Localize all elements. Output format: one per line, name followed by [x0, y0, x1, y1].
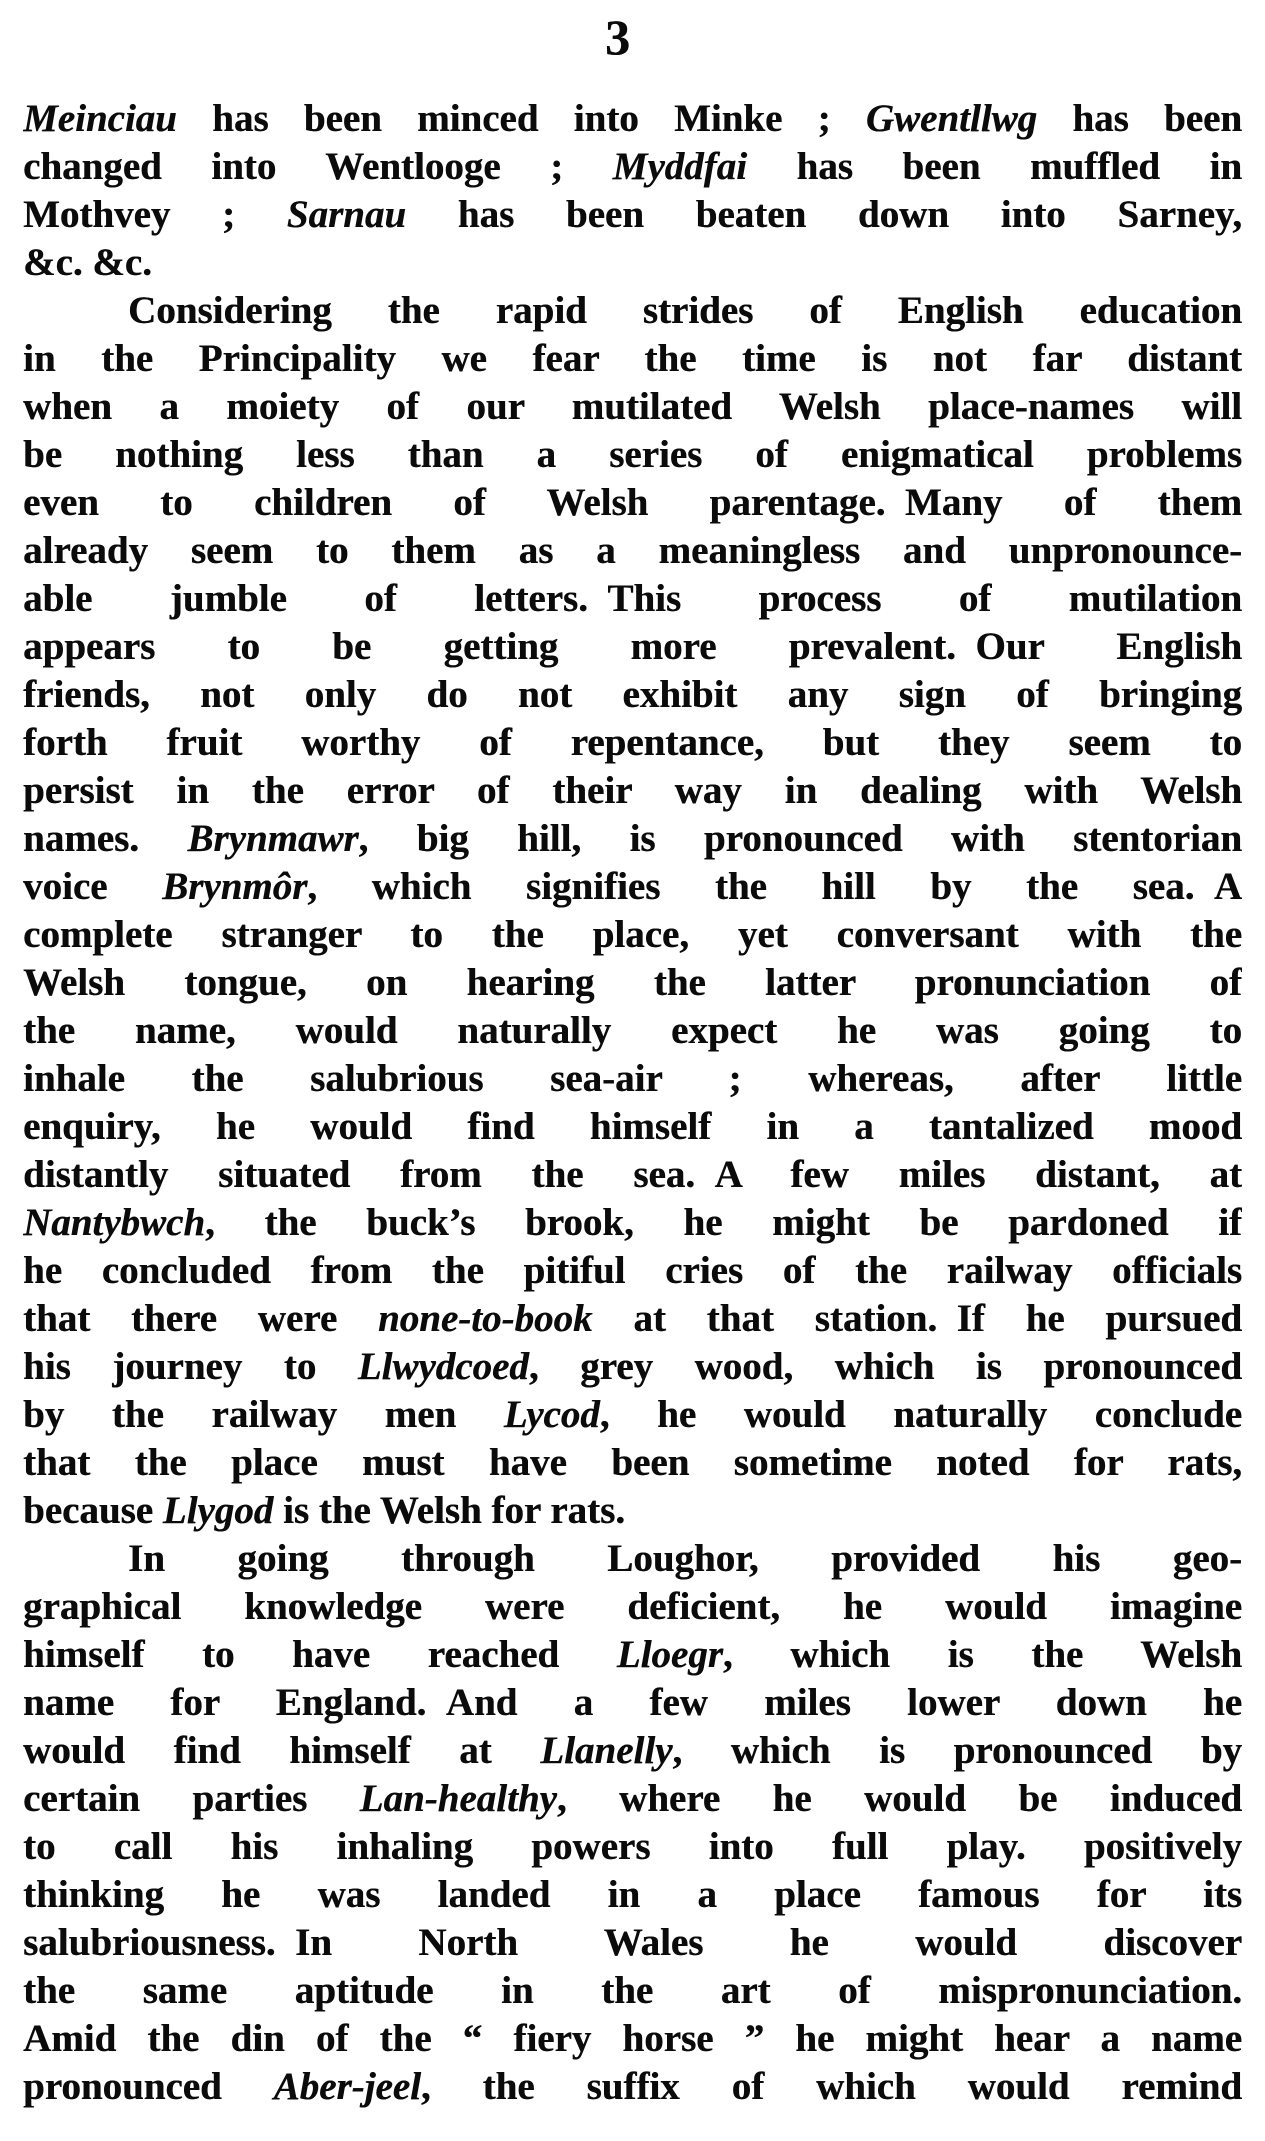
- text-line: [23, 767, 1242, 815]
- text-line: [23, 623, 1242, 671]
- welsh-name-italic: Brynmôr: [162, 865, 308, 908]
- text-segment: voice: [23, 865, 163, 908]
- text-segment: at that station. If he pursued: [592, 1297, 1242, 1340]
- text-segment: that there were: [23, 1297, 378, 1340]
- text-segment: , where he would be induced: [556, 1777, 1242, 1820]
- welsh-name-italic: Lan-healthy: [359, 1777, 557, 1820]
- text-line: [23, 911, 1242, 959]
- text-line: [23, 719, 1242, 767]
- text-segment: that the place must have been sometime noted for rats,: [23, 1441, 1242, 1484]
- text-line: [23, 1871, 1242, 1919]
- page-number: 3: [605, 9, 630, 65]
- text-line: [23, 287, 1242, 335]
- text-segment: has been: [1037, 97, 1242, 140]
- welsh-name-italic: Brynmawr: [187, 817, 359, 860]
- welsh-name-italic: Lloegr: [616, 1633, 723, 1676]
- text-segment: able jumble of letters. This process of mutilation: [23, 577, 1242, 620]
- text-segment: has been muffled in: [746, 145, 1242, 188]
- welsh-name-italic: Lycod: [503, 1393, 600, 1436]
- text-segment: complete stranger to the place, yet conversant with the: [23, 913, 1242, 956]
- text-line: [23, 671, 1242, 719]
- text-segment: himself to have reached: [23, 1633, 617, 1676]
- text-line: [23, 479, 1242, 527]
- text-line: [23, 383, 1242, 431]
- text-segment: he concluded from the pitiful cries of the railway officials: [23, 1249, 1242, 1292]
- text-segment: enquiry, he would find himself in a tantalized mood: [23, 1105, 1242, 1148]
- text-segment: forth fruit worthy of repentance, but they seem to: [23, 721, 1242, 764]
- text-segment: because: [23, 1489, 163, 1532]
- text-segment: even to children of Welsh parentage. Many of them: [23, 481, 1242, 524]
- text-segment: , the buck’s brook, he might be pardoned if: [205, 1201, 1242, 1244]
- text-segment: thinking he was landed in a place famous for its: [23, 1873, 1242, 1916]
- text-line: [23, 143, 1242, 191]
- welsh-name-italic: Nantybwch: [23, 1201, 206, 1244]
- text-line: [23, 1103, 1242, 1151]
- text-line: [23, 1007, 1242, 1055]
- text-line: [23, 959, 1242, 1007]
- text-segment: his journey to: [23, 1345, 358, 1388]
- text-line: [23, 2063, 1242, 2111]
- text-line: [23, 191, 1242, 239]
- text-segment: distantly situated from the sea. A few miles distant, at: [23, 1153, 1242, 1196]
- text-segment: would find himself at: [23, 1729, 541, 1772]
- welsh-name-italic: Meinciau: [23, 97, 177, 140]
- text-segment: in the Principality we fear the time is not far distant: [23, 337, 1242, 380]
- text-segment: is the Welsh for rats.: [273, 1489, 625, 1532]
- text-segment: the same aptitude in the art of mispronunciation.: [23, 1969, 1242, 2012]
- text-segment: friends, not only do not exhibit any sign of bringing: [23, 673, 1242, 716]
- text-line: [23, 1055, 1242, 1103]
- text-line: [23, 1295, 1242, 1343]
- text-segment: pronounced: [23, 2065, 274, 2108]
- text-line: [23, 431, 1242, 479]
- text-segment: the name, would naturally expect he was going to: [23, 1009, 1242, 1052]
- text-segment: certain parties: [23, 1777, 360, 1820]
- text-segment: changed into Wentlooge ;: [23, 145, 613, 188]
- text-segment: when a moiety of our mutilated Welsh place-names will: [23, 385, 1242, 428]
- text-segment: , he would naturally conclude: [599, 1393, 1242, 1436]
- text-line: [23, 1967, 1242, 2015]
- text-segment: , the suffix of which would remind: [420, 2065, 1242, 2108]
- text-segment: name for England. And a few miles lower down he: [23, 1681, 1242, 1724]
- text-line: [23, 1439, 1242, 1487]
- text-segment: Considering the rapid strides of English education: [128, 289, 1242, 332]
- text-segment: appears to be getting more prevalent. Our English: [23, 625, 1242, 668]
- text-segment: to call his inhaling powers into full play. positively: [23, 1825, 1242, 1868]
- text-line: [23, 335, 1242, 383]
- welsh-name-italic: Aber-jeel: [273, 2065, 421, 2108]
- text-line: [23, 1487, 1242, 1535]
- text-segment: has been minced into Minke ;: [176, 97, 866, 140]
- text-line: [23, 815, 1242, 863]
- welsh-name-italic: none-to-book: [377, 1297, 593, 1340]
- text-line: [23, 1583, 1242, 1631]
- text-line: [23, 2015, 1242, 2063]
- text-line: [23, 1343, 1242, 1391]
- text-segment: , which signifies the hill by the sea. A: [307, 865, 1242, 908]
- welsh-name-italic: Llwydcoed: [357, 1345, 529, 1388]
- text-line: [23, 863, 1242, 911]
- text-segment: Mothvey ;: [23, 193, 287, 236]
- text-line: [23, 1919, 1242, 1967]
- text-segment: salubriousness. In North Wales he would discover: [23, 1921, 1242, 1964]
- text-segment: by the railway men: [23, 1393, 504, 1436]
- text-segment: &c. &c.: [23, 241, 152, 284]
- text-segment: Welsh tongue, on hearing the latter pronunciation of: [23, 961, 1242, 1004]
- text-segment: inhale the salubrious sea-air ; whereas, after little: [23, 1057, 1242, 1100]
- text-line: [23, 1679, 1242, 1727]
- text-segment: be nothing less than a series of enigmatical problems: [23, 433, 1242, 476]
- welsh-name-italic: Gwentllwg: [865, 97, 1038, 140]
- text-segment: already seem to them as a meaningless and unpronounce-: [23, 529, 1242, 572]
- text-block: [23, 95, 1242, 2111]
- text-line: [23, 1727, 1242, 1775]
- text-segment: has been beaten down into Sarney,: [406, 193, 1242, 236]
- text-segment: names.: [23, 817, 188, 860]
- text-line: [23, 1535, 1242, 1583]
- text-segment: graphical knowledge were deficient, he would imagine: [23, 1585, 1242, 1628]
- text-line: [23, 1823, 1242, 1871]
- text-line: [23, 239, 1242, 287]
- welsh-name-italic: Llanelly: [540, 1729, 673, 1772]
- text-line: [23, 1247, 1242, 1295]
- text-line: [23, 95, 1242, 143]
- text-segment: , grey wood, which is pronounced: [528, 1345, 1242, 1388]
- text-line: [23, 1775, 1242, 1823]
- text-line: [23, 1199, 1242, 1247]
- text-line: [23, 1151, 1242, 1199]
- welsh-name-italic: Sarnau: [286, 193, 407, 236]
- text-line: [23, 1631, 1242, 1679]
- text-segment: , big hill, is pronounced with stentorian: [358, 817, 1242, 860]
- text-segment: Amid the din of the “ fiery horse ” he might hear a name: [23, 2017, 1242, 2060]
- welsh-name-italic: Llygod: [162, 1489, 274, 1532]
- text-segment: persist in the error of their way in dealing with Welsh: [23, 769, 1242, 812]
- text-segment: In going through Loughor, provided his geo-: [128, 1537, 1242, 1580]
- text-line: [23, 527, 1242, 575]
- text-line: [23, 1391, 1242, 1439]
- text-segment: , which is pronounced by: [672, 1729, 1242, 1772]
- text-segment: , which is the Welsh: [722, 1633, 1242, 1676]
- text-line: [23, 575, 1242, 623]
- welsh-name-italic: Myddfai: [612, 145, 747, 188]
